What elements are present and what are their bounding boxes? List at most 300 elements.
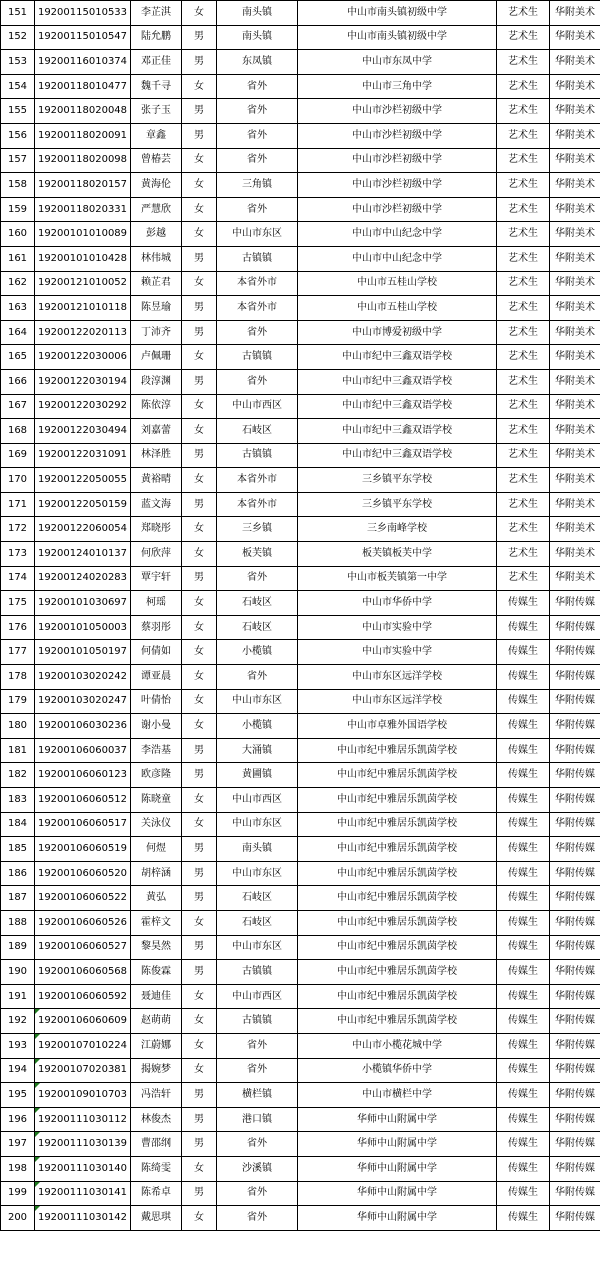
table-row (1, 1083, 600, 1108)
table-row (1, 173, 600, 198)
school-cell: 三乡镇平东学校 (298, 492, 497, 517)
row-number-cell: 196 (1, 1107, 35, 1132)
row-number-cell: 178 (1, 665, 35, 690)
major-cell: 华附美术 (550, 468, 600, 493)
student-name-cell: 何倩如 (131, 640, 182, 665)
row-number-cell: 160 (1, 222, 35, 247)
major-cell: 华附美术 (550, 25, 600, 50)
student-type-cell: 传媒生 (497, 1058, 550, 1083)
gender-cell: 男 (182, 738, 217, 763)
student-type-cell: 艺术生 (497, 542, 550, 567)
student-type-cell: 传媒生 (497, 960, 550, 985)
major-cell: 华附美术 (550, 50, 600, 75)
student-type-cell: 艺术生 (497, 148, 550, 173)
table-row (1, 197, 600, 222)
row-number-cell: 192 (1, 1009, 35, 1034)
student-name-cell: 章鑫 (131, 123, 182, 148)
district-cell: 中山市东区 (217, 812, 298, 837)
major-cell: 华附传媒 (550, 1132, 600, 1157)
student-name-cell: 彭越 (131, 222, 182, 247)
major-cell: 华附传媒 (550, 1181, 600, 1206)
gender-cell: 男 (182, 1181, 217, 1206)
gender-cell: 女 (182, 714, 217, 739)
table-row (1, 1132, 600, 1157)
student-name-cell: 曹邵纲 (131, 1132, 182, 1157)
exam-id-cell: 19200101030697 (35, 591, 131, 616)
school-cell: 中山市华侨中学 (298, 591, 497, 616)
exam-id-cell: 19200101010428 (35, 246, 131, 271)
table-row (1, 861, 600, 886)
student-name-cell: 戴思琪 (131, 1206, 182, 1231)
district-cell: 三乡镇 (217, 517, 298, 542)
row-number-cell: 153 (1, 50, 35, 75)
district-cell: 古镇镇 (217, 345, 298, 370)
school-cell: 中山市东凤中学 (298, 50, 497, 75)
table-row (1, 1206, 600, 1231)
row-number-cell: 164 (1, 320, 35, 345)
major-cell: 华附美术 (550, 74, 600, 99)
student-name-cell: 关泳仪 (131, 812, 182, 837)
gender-cell: 男 (182, 443, 217, 468)
student-type-cell: 艺术生 (497, 320, 550, 345)
student-type-cell: 艺术生 (497, 345, 550, 370)
district-cell: 石岐区 (217, 591, 298, 616)
student-type-cell: 传媒生 (497, 640, 550, 665)
exam-id-cell: 19200106060568 (35, 960, 131, 985)
major-cell: 华附传媒 (550, 1083, 600, 1108)
major-cell: 华附美术 (550, 1, 600, 26)
district-cell: 省外 (217, 148, 298, 173)
district-cell: 本省外市 (217, 468, 298, 493)
student-name-cell: 欧彦隆 (131, 763, 182, 788)
student-name-cell: 段淳渊 (131, 369, 182, 394)
district-cell: 石岐区 (217, 615, 298, 640)
gender-cell: 男 (182, 566, 217, 591)
district-cell: 本省外市 (217, 271, 298, 296)
school-cell: 中山市纪中雅居乐凯茵学校 (298, 935, 497, 960)
student-name-cell: 丁沛齐 (131, 320, 182, 345)
student-type-cell: 传媒生 (497, 837, 550, 862)
table-row (1, 222, 600, 247)
major-cell: 华附传媒 (550, 763, 600, 788)
exam-id-cell: 19200111030140 (35, 1156, 131, 1181)
major-cell: 华附传媒 (550, 1033, 600, 1058)
row-number-cell: 182 (1, 763, 35, 788)
district-cell: 沙溪镇 (217, 1156, 298, 1181)
table-row (1, 25, 600, 50)
school-cell: 中山市纪中三鑫双语学校 (298, 394, 497, 419)
student-type-cell: 传媒生 (497, 1107, 550, 1132)
gender-cell: 女 (182, 615, 217, 640)
school-cell: 中山市实验中学 (298, 640, 497, 665)
school-cell: 中山市沙栏初级中学 (298, 173, 497, 198)
row-number-cell: 169 (1, 443, 35, 468)
row-number-cell: 152 (1, 25, 35, 50)
major-cell: 华附传媒 (550, 640, 600, 665)
major-cell: 华附美术 (550, 566, 600, 591)
district-cell: 省外 (217, 320, 298, 345)
major-cell: 华附传媒 (550, 591, 600, 616)
table-row (1, 1033, 600, 1058)
row-number-cell: 180 (1, 714, 35, 739)
table-row (1, 246, 600, 271)
student-name-cell: 郑晓彤 (131, 517, 182, 542)
exam-id-cell: 19200106060037 (35, 738, 131, 763)
major-cell: 华附美术 (550, 320, 600, 345)
district-cell: 板芙镇 (217, 542, 298, 567)
major-cell: 华附传媒 (550, 837, 600, 862)
school-cell: 中山市纪中雅居乐凯茵学校 (298, 763, 497, 788)
student-name-cell: 李芷淇 (131, 1, 182, 26)
district-cell: 中山市西区 (217, 788, 298, 813)
district-cell: 省外 (217, 665, 298, 690)
student-name-cell: 陈希卓 (131, 1181, 182, 1206)
major-cell: 华附传媒 (550, 960, 600, 985)
student-name-cell: 蔡羽彤 (131, 615, 182, 640)
gender-cell: 男 (182, 99, 217, 124)
school-cell: 中山市卓雅外国语学校 (298, 714, 497, 739)
row-number-cell: 158 (1, 173, 35, 198)
gender-cell: 女 (182, 1033, 217, 1058)
student-name-cell: 黄裕晴 (131, 468, 182, 493)
gender-cell: 男 (182, 1083, 217, 1108)
major-cell: 华附传媒 (550, 812, 600, 837)
student-name-cell: 陈俊霖 (131, 960, 182, 985)
exam-id-cell: 19200101050197 (35, 640, 131, 665)
major-cell: 华附美术 (550, 394, 600, 419)
student-name-cell: 胡梓涵 (131, 861, 182, 886)
student-name-cell: 蓝文海 (131, 492, 182, 517)
district-cell: 古镇镇 (217, 246, 298, 271)
major-cell: 华附美术 (550, 296, 600, 321)
row-number-cell: 177 (1, 640, 35, 665)
school-cell: 中山市纪中三鑫双语学校 (298, 443, 497, 468)
table-row (1, 591, 600, 616)
row-number-cell: 199 (1, 1181, 35, 1206)
major-cell: 华附传媒 (550, 1009, 600, 1034)
table-row (1, 1107, 600, 1132)
exam-id-cell: 19200118020048 (35, 99, 131, 124)
table-row (1, 50, 600, 75)
gender-cell: 女 (182, 910, 217, 935)
student-type-cell: 传媒生 (497, 910, 550, 935)
school-cell: 中山市东区远洋学校 (298, 665, 497, 690)
exam-id-cell: 19200124020283 (35, 566, 131, 591)
student-name-cell: 赵萌萌 (131, 1009, 182, 1034)
gender-cell: 男 (182, 763, 217, 788)
district-cell: 本省外市 (217, 296, 298, 321)
student-name-cell: 林伟城 (131, 246, 182, 271)
row-number-cell: 170 (1, 468, 35, 493)
table-row (1, 763, 600, 788)
table-row (1, 123, 600, 148)
student-type-cell: 艺术生 (497, 173, 550, 198)
major-cell: 华附美术 (550, 443, 600, 468)
student-name-cell: 卢佩珊 (131, 345, 182, 370)
table-row (1, 738, 600, 763)
major-cell: 华附传媒 (550, 1107, 600, 1132)
exam-id-cell: 19200122050159 (35, 492, 131, 517)
gender-cell: 女 (182, 591, 217, 616)
school-cell: 中山市实验中学 (298, 615, 497, 640)
row-number-cell: 165 (1, 345, 35, 370)
exam-id-cell: 19200101050003 (35, 615, 131, 640)
row-number-cell: 157 (1, 148, 35, 173)
major-cell: 华附美术 (550, 345, 600, 370)
row-number-cell: 156 (1, 123, 35, 148)
student-type-cell: 传媒生 (497, 689, 550, 714)
table-row (1, 74, 600, 99)
major-cell: 华附美术 (550, 517, 600, 542)
student-type-cell: 艺术生 (497, 99, 550, 124)
exam-id-cell: 19200115010533 (35, 1, 131, 26)
gender-cell: 女 (182, 74, 217, 99)
gender-cell: 男 (182, 296, 217, 321)
table-row (1, 910, 600, 935)
gender-cell: 女 (182, 984, 217, 1009)
gender-cell: 男 (182, 320, 217, 345)
district-cell: 本省外市 (217, 492, 298, 517)
student-type-cell: 艺术生 (497, 517, 550, 542)
row-number-cell: 190 (1, 960, 35, 985)
gender-cell: 女 (182, 640, 217, 665)
major-cell: 华附传媒 (550, 910, 600, 935)
school-cell: 中山市南头镇初级中学 (298, 1, 497, 26)
student-type-cell: 艺术生 (497, 296, 550, 321)
student-name-cell: 柯瑶 (131, 591, 182, 616)
gender-cell: 男 (182, 246, 217, 271)
student-type-cell: 传媒生 (497, 886, 550, 911)
gender-cell: 女 (182, 197, 217, 222)
school-cell: 中山市沙栏初级中学 (298, 123, 497, 148)
table-row (1, 689, 600, 714)
exam-id-cell: 19200118020098 (35, 148, 131, 173)
gender-cell: 女 (182, 1206, 217, 1231)
exam-id-cell: 19200122030292 (35, 394, 131, 419)
exam-id-cell: 19200118020091 (35, 123, 131, 148)
student-type-cell: 艺术生 (497, 468, 550, 493)
gender-cell: 男 (182, 960, 217, 985)
district-cell: 省外 (217, 1181, 298, 1206)
table-row (1, 394, 600, 419)
school-cell: 中山市五桂山学校 (298, 271, 497, 296)
student-name-cell: 邓正佳 (131, 50, 182, 75)
gender-cell: 女 (182, 1058, 217, 1083)
school-cell: 华师中山附属中学 (298, 1107, 497, 1132)
gender-cell: 男 (182, 1107, 217, 1132)
major-cell: 华附传媒 (550, 714, 600, 739)
row-number-cell: 181 (1, 738, 35, 763)
district-cell: 中山市东区 (217, 689, 298, 714)
major-cell: 华附美术 (550, 148, 600, 173)
student-name-cell: 林泽胜 (131, 443, 182, 468)
student-name-cell: 叶倩怡 (131, 689, 182, 714)
row-number-cell: 200 (1, 1206, 35, 1231)
student-name-cell: 林俊杰 (131, 1107, 182, 1132)
district-cell: 省外 (217, 99, 298, 124)
district-cell: 港口镇 (217, 1107, 298, 1132)
student-type-cell: 传媒生 (497, 591, 550, 616)
student-type-cell: 传媒生 (497, 1132, 550, 1157)
row-number-cell: 154 (1, 74, 35, 99)
row-number-cell: 162 (1, 271, 35, 296)
gender-cell: 女 (182, 542, 217, 567)
exam-id-cell: 19200122030006 (35, 345, 131, 370)
exam-id-cell: 19200106030236 (35, 714, 131, 739)
row-number-cell: 186 (1, 861, 35, 886)
student-type-cell: 传媒生 (497, 714, 550, 739)
row-number-cell: 193 (1, 1033, 35, 1058)
major-cell: 华附传媒 (550, 861, 600, 886)
table-row (1, 812, 600, 837)
major-cell: 华附美术 (550, 99, 600, 124)
student-name-cell: 陈依淳 (131, 394, 182, 419)
major-cell: 华附美术 (550, 222, 600, 247)
student-type-cell: 艺术生 (497, 246, 550, 271)
exam-id-cell: 19200106060527 (35, 935, 131, 960)
table-row (1, 296, 600, 321)
exam-id-cell: 19200122030494 (35, 419, 131, 444)
school-cell: 中山市纪中雅居乐凯茵学校 (298, 886, 497, 911)
exam-id-cell: 19200106060512 (35, 788, 131, 813)
student-name-cell: 揭婉梦 (131, 1058, 182, 1083)
table-row (1, 566, 600, 591)
student-name-cell: 谢小曼 (131, 714, 182, 739)
student-type-cell: 艺术生 (497, 419, 550, 444)
student-type-cell: 艺术生 (497, 222, 550, 247)
district-cell: 省外 (217, 1206, 298, 1231)
row-number-cell: 188 (1, 910, 35, 935)
exam-id-cell: 19200118020331 (35, 197, 131, 222)
gender-cell: 男 (182, 837, 217, 862)
student-name-cell: 霍梓文 (131, 910, 182, 935)
student-type-cell: 艺术生 (497, 74, 550, 99)
exam-id-cell: 19200106060592 (35, 984, 131, 1009)
student-type-cell: 艺术生 (497, 25, 550, 50)
school-cell: 中山市纪中雅居乐凯茵学校 (298, 837, 497, 862)
student-type-cell: 传媒生 (497, 1181, 550, 1206)
school-cell: 中山市中山纪念中学 (298, 222, 497, 247)
table-body (1, 1, 600, 1231)
student-type-cell: 传媒生 (497, 1009, 550, 1034)
major-cell: 华附传媒 (550, 1058, 600, 1083)
major-cell: 华附美术 (550, 492, 600, 517)
table-row (1, 984, 600, 1009)
row-number-cell: 175 (1, 591, 35, 616)
gender-cell: 女 (182, 517, 217, 542)
district-cell: 省外 (217, 1058, 298, 1083)
table-row (1, 640, 600, 665)
student-type-cell: 艺术生 (497, 50, 550, 75)
student-name-cell: 覃宇轩 (131, 566, 182, 591)
student-name-cell: 陈昱瑜 (131, 296, 182, 321)
major-cell: 华附传媒 (550, 935, 600, 960)
district-cell: 古镇镇 (217, 443, 298, 468)
row-number-cell: 198 (1, 1156, 35, 1181)
gender-cell: 女 (182, 788, 217, 813)
school-cell: 中山市沙栏初级中学 (298, 197, 497, 222)
gender-cell: 女 (182, 812, 217, 837)
gender-cell: 女 (182, 394, 217, 419)
school-cell: 中山市纪中雅居乐凯茵学校 (298, 960, 497, 985)
student-type-cell: 艺术生 (497, 492, 550, 517)
row-number-cell: 168 (1, 419, 35, 444)
student-name-cell: 江蔚娜 (131, 1033, 182, 1058)
major-cell: 华附美术 (550, 271, 600, 296)
major-cell: 华附传媒 (550, 1156, 600, 1181)
table-row (1, 935, 600, 960)
school-cell: 中山市纪中雅居乐凯茵学校 (298, 984, 497, 1009)
exam-id-cell: 19200101010089 (35, 222, 131, 247)
district-cell: 横栏镇 (217, 1083, 298, 1108)
row-number-cell: 183 (1, 788, 35, 813)
gender-cell: 男 (182, 861, 217, 886)
student-type-cell: 艺术生 (497, 394, 550, 419)
major-cell: 华附美术 (550, 369, 600, 394)
table-row (1, 960, 600, 985)
student-name-cell: 黄弘 (131, 886, 182, 911)
school-cell: 中山市纪中雅居乐凯茵学校 (298, 861, 497, 886)
exam-id-cell: 19200103020247 (35, 689, 131, 714)
row-number-cell: 174 (1, 566, 35, 591)
district-cell: 古镇镇 (217, 1009, 298, 1034)
district-cell: 古镇镇 (217, 960, 298, 985)
school-cell: 中山市纪中雅居乐凯茵学校 (298, 1009, 497, 1034)
student-type-cell: 传媒生 (497, 861, 550, 886)
exam-id-cell: 19200106060609 (35, 1009, 131, 1034)
student-name-cell: 魏千寻 (131, 74, 182, 99)
district-cell: 小榄镇 (217, 640, 298, 665)
district-cell: 南头镇 (217, 837, 298, 862)
school-cell: 中山市中山纪念中学 (298, 246, 497, 271)
school-cell: 中山市东区远洋学校 (298, 689, 497, 714)
district-cell: 省外 (217, 197, 298, 222)
student-type-cell: 传媒生 (497, 788, 550, 813)
table-row (1, 99, 600, 124)
table-row (1, 615, 600, 640)
student-type-cell: 艺术生 (497, 1, 550, 26)
exam-id-cell: 19200115010547 (35, 25, 131, 50)
major-cell: 华附传媒 (550, 689, 600, 714)
student-type-cell: 艺术生 (497, 123, 550, 148)
table-row (1, 492, 600, 517)
district-cell: 小榄镇 (217, 714, 298, 739)
school-cell: 华师中山附属中学 (298, 1156, 497, 1181)
student-type-cell: 艺术生 (497, 197, 550, 222)
district-cell: 中山市东区 (217, 935, 298, 960)
major-cell: 华附传媒 (550, 788, 600, 813)
row-number-cell: 151 (1, 1, 35, 26)
district-cell: 大涌镇 (217, 738, 298, 763)
exam-id-cell: 19200111030112 (35, 1107, 131, 1132)
district-cell: 三角镇 (217, 173, 298, 198)
gender-cell: 女 (182, 689, 217, 714)
gender-cell: 女 (182, 419, 217, 444)
student-type-cell: 传媒生 (497, 1156, 550, 1181)
row-number-cell: 176 (1, 615, 35, 640)
row-number-cell: 189 (1, 935, 35, 960)
school-cell: 中山市三角中学 (298, 74, 497, 99)
school-cell: 华师中山附属中学 (298, 1181, 497, 1206)
district-cell: 黄圃镇 (217, 763, 298, 788)
row-number-cell: 159 (1, 197, 35, 222)
district-cell: 中山市东区 (217, 222, 298, 247)
student-name-cell: 谭亚晨 (131, 665, 182, 690)
student-type-cell: 传媒生 (497, 935, 550, 960)
gender-cell: 女 (182, 468, 217, 493)
student-name-cell: 赖芷君 (131, 271, 182, 296)
school-cell: 三乡镇平东学校 (298, 468, 497, 493)
